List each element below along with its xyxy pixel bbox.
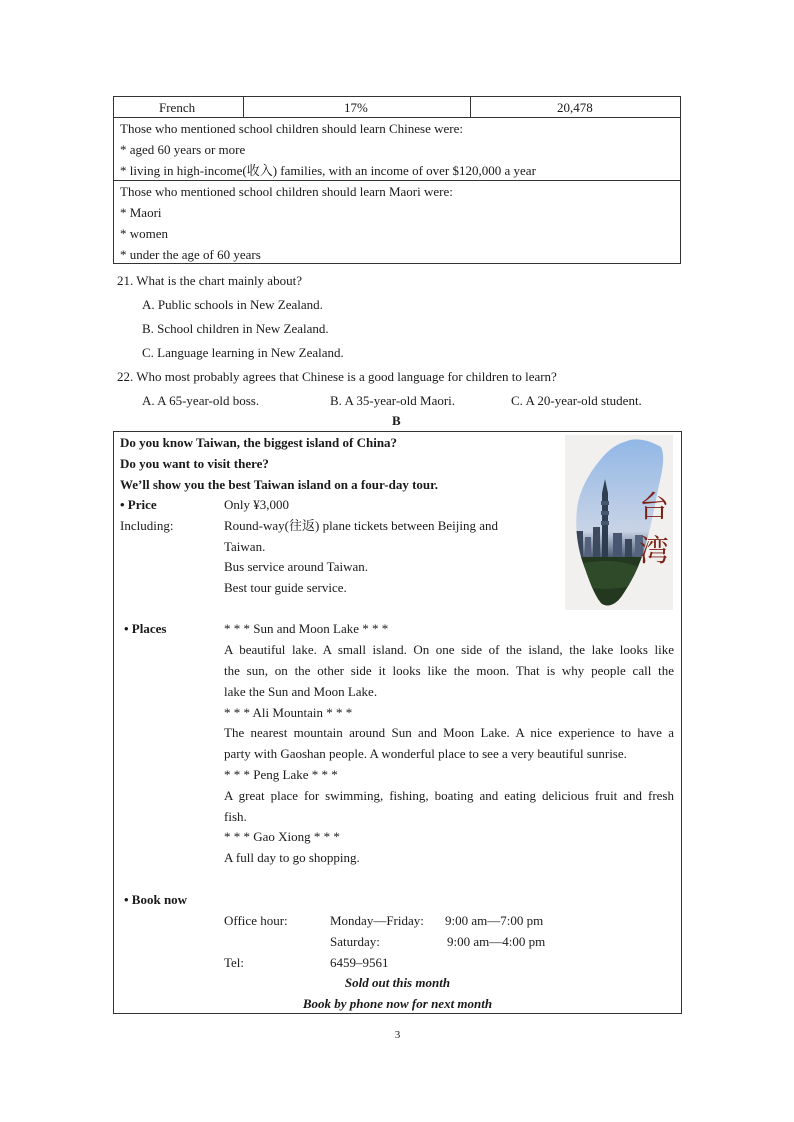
place-text: A full day to go shopping. [224, 850, 360, 865]
question-22: 22. Who most probably agrees that Chinese is a good language for children to learn? [117, 369, 557, 384]
table-cell-language: French [159, 100, 196, 115]
section-letter: B [392, 413, 401, 428]
including-line: Bus service around Taiwan. [224, 559, 368, 574]
place-text: The nearest mountain around Sun and Moon Lake. A nice experience to have a [224, 725, 674, 740]
tel-number: 6459–9561 [330, 955, 389, 970]
table-divider [470, 97, 471, 117]
including-label: Including: [120, 518, 174, 533]
place-title-ali: * * * Ali Mountain * * * [224, 705, 353, 720]
chinese-item: * aged 60 years or more [120, 142, 246, 157]
including-line: Round-way(往返) plane tickets between Beijing and [224, 518, 499, 533]
price-label: • Price [120, 497, 157, 512]
weekday-label: Monday—Friday: [330, 913, 424, 928]
intro-line: Do you know Taiwan, the biggest island of China? [120, 435, 398, 450]
table-divider [114, 180, 680, 181]
place-title-gao-xiong: * * * Gao Xiong * * * [224, 829, 340, 844]
maori-heading: Those who mentioned school children should learn Maori were: [120, 184, 453, 199]
taiwan-map-image [565, 435, 673, 610]
chinese-heading: Those who mentioned school children should learn Chinese were: [120, 121, 463, 136]
option-22a: A. A 65-year-old boss. [142, 393, 260, 408]
table-divider [114, 117, 680, 118]
maori-item: * Maori [120, 205, 162, 220]
places-label: • Places [124, 621, 167, 636]
option-21c: C. Language learning in New Zealand. [142, 345, 344, 360]
sold-out-notice: Sold out this month [344, 975, 451, 990]
option-22c: C. A 20-year-old student. [511, 393, 642, 408]
taipei-101-tower [602, 479, 608, 561]
question-21: 21. What is the chart mainly about? [117, 273, 302, 288]
saturday-label: Saturday: [330, 934, 380, 949]
place-text: the sun, on the other side it looks like the moon. That is why people call the [224, 663, 674, 678]
calligraphy-char: 台 [639, 490, 669, 525]
table-cell-count: 20,478 [557, 100, 593, 115]
including-line: Taiwan. [224, 539, 266, 554]
calligraphy-char: 湾 [639, 534, 669, 569]
place-text: party with Gaoshan people. A wonderful place to see a very beautiful sunrise. [224, 746, 627, 761]
place-text: A beautiful lake. A small island. On one side of the island, the lake looks like [224, 642, 674, 657]
price-value: Only ¥3,000 [224, 497, 289, 512]
including-line: Best tour guide service. [224, 580, 347, 595]
place-text: fish. [224, 809, 247, 824]
intro-line: We’ll show you the best Taiwan island on a four-day tour. [120, 477, 438, 492]
option-22b: B. A 35-year-old Maori. [330, 393, 456, 408]
tel-label: Tel: [224, 955, 245, 970]
option-21a: A. Public schools in New Zealand. [142, 297, 323, 312]
table-cell-percent: 17% [344, 100, 368, 115]
place-text: lake the Sun and Moon Lake. [224, 684, 378, 699]
page-number: 3 [394, 1029, 401, 1041]
option-21b: B. School children in New Zealand. [142, 321, 329, 336]
place-text: A great place for swimming, fishing, boating and eating delicious fruit and fresh [224, 788, 674, 803]
chinese-item: * living in high-income(收入) families, with an income of over $120,000 a year [120, 163, 536, 178]
table-divider [243, 97, 244, 117]
book-now-label: • Book now [124, 892, 188, 907]
maori-item: * women [120, 226, 169, 241]
place-title-sun-moon: * * * Sun and Moon Lake * * * [224, 621, 389, 636]
office-hour-label: Office hour: [224, 913, 288, 928]
weekday-hours: 9:00 am—7:00 pm [445, 913, 544, 928]
intro-line: Do you want to visit there? [120, 456, 269, 471]
book-by-phone-notice: Book by phone now for next month [302, 996, 493, 1011]
place-title-peng: * * * Peng Lake * * * [224, 767, 338, 782]
saturday-hours: 9:00 am—4:00 pm [447, 934, 546, 949]
maori-item: * under the age of 60 years [120, 247, 261, 262]
